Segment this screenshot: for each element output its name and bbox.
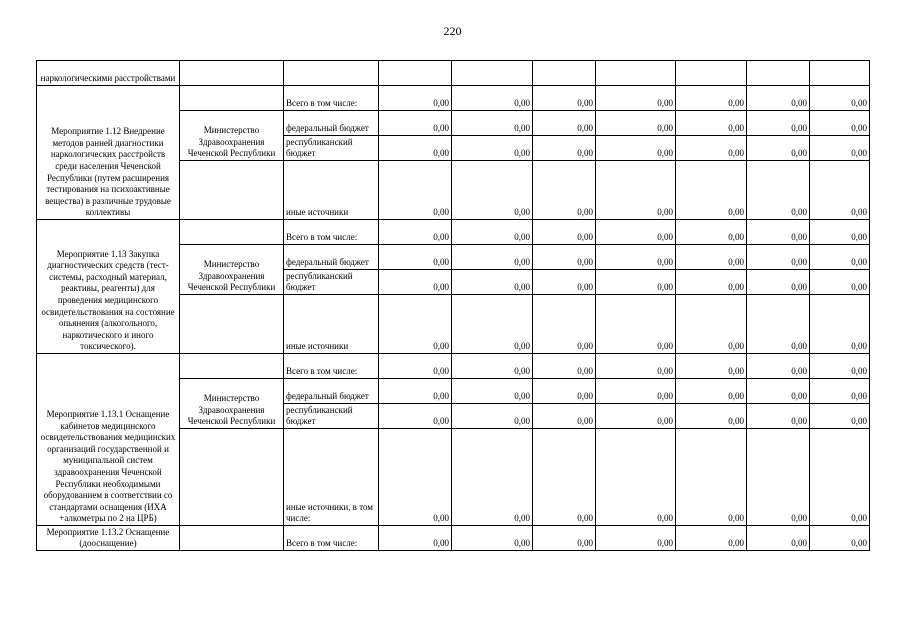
value-cell: 0,00: [676, 354, 747, 379]
value-cell: 0,00: [747, 526, 810, 551]
value-cell: 0,00: [747, 404, 810, 429]
value-cell: 0,00: [596, 86, 676, 111]
value-cell: 0,00: [452, 86, 533, 111]
executor-cell: [180, 61, 284, 86]
executor-cell: [180, 220, 284, 245]
value-cell: 0,00: [379, 526, 452, 551]
executor-cell: [180, 86, 284, 111]
value-cell: 0,00: [596, 270, 676, 295]
value-cell: 0,00: [596, 354, 676, 379]
source-cell: республиканский бюджет: [284, 404, 379, 429]
page-number: 220: [443, 24, 462, 38]
value-cell: 0,00: [379, 86, 452, 111]
value-cell: 0,00: [533, 295, 596, 354]
value-cell: 0,00: [596, 379, 676, 404]
source-cell: иные источники: [284, 161, 379, 220]
value-cell: 0,00: [533, 86, 596, 111]
executor-cell: [180, 526, 284, 551]
value-cell: 0,00: [379, 161, 452, 220]
value-cell: 0,00: [747, 161, 810, 220]
value-cell: 0,00: [379, 111, 452, 136]
value-cell: 0,00: [810, 354, 870, 379]
value-cell: 0,00: [379, 379, 452, 404]
value-cell: 0,00: [533, 245, 596, 270]
activity-cell: наркологическими расстройствами: [37, 61, 180, 86]
value-cell: 0,00: [810, 86, 870, 111]
value-cell: 0,00: [676, 295, 747, 354]
value-cell: 0,00: [810, 161, 870, 220]
source-cell: федеральный бюджет: [284, 111, 379, 136]
value-cell: 0,00: [452, 429, 533, 526]
executor-cell: Министерство Здравоохранения Чеченской Республики: [180, 111, 284, 161]
source-cell: федеральный бюджет: [284, 379, 379, 404]
value-cell: 0,00: [596, 161, 676, 220]
value-cell: 0,00: [810, 136, 870, 161]
value-cell: 0,00: [747, 379, 810, 404]
value-cell: 0,00: [747, 86, 810, 111]
value-cell: 0,00: [452, 404, 533, 429]
value-cell: 0,00: [747, 270, 810, 295]
activity-cell: Мероприятие 1.13.1 Оснащение кабинетов медицинского освидетельствования медицинских организаций государственной и муниципальной систем здравоохранения Чеченской Республики необходимыми оборудованием в соответствии со стандартами оснащения (ИХА +алкометры по 2 на ЦРБ): [37, 354, 180, 526]
source-cell: республиканский бюджет: [284, 270, 379, 295]
executor-cell: [180, 295, 284, 354]
value-cell: 0,00: [452, 136, 533, 161]
value-cell: 0,00: [379, 429, 452, 526]
value-cell: 0,00: [810, 245, 870, 270]
value-cell: 0,00: [810, 429, 870, 526]
value-cell: 0,00: [676, 245, 747, 270]
value-cell: 0,00: [533, 526, 596, 551]
value-cell: 0,00: [676, 270, 747, 295]
value-cell: 0,00: [379, 136, 452, 161]
value-cell: 0,00: [596, 111, 676, 136]
table-row: [37, 86, 870, 111]
value-cell: 0,00: [676, 429, 747, 526]
value-cell: 0,00: [533, 161, 596, 220]
value-cell: 0,00: [676, 111, 747, 136]
value-cell: 0,00: [747, 295, 810, 354]
source-cell: Всего в том числе:: [284, 354, 379, 379]
source-cell: Всего в том числе:: [284, 86, 379, 111]
source-cell: Всего в том числе:: [284, 220, 379, 245]
source-cell: республиканский бюджет: [284, 136, 379, 161]
budget-table-body: [37, 61, 870, 551]
value-cell: 0,00: [596, 429, 676, 526]
value-cell: 0,00: [379, 220, 452, 245]
source-cell: иные источники: [284, 295, 379, 354]
value-cell: 0,00: [379, 354, 452, 379]
source-cell: федеральный бюджет: [284, 245, 379, 270]
value-cell: 0,00: [533, 111, 596, 136]
value-cell: 0,00: [810, 526, 870, 551]
value-cell: 0,00: [596, 526, 676, 551]
value-cell: 0,00: [810, 270, 870, 295]
table-row: [37, 220, 870, 245]
value-cell: 0,00: [452, 379, 533, 404]
table-row: [37, 354, 870, 379]
value-cell: 0,00: [676, 161, 747, 220]
value-cell: 0,00: [810, 220, 870, 245]
value-cell: 0,00: [379, 404, 452, 429]
value-cell: 0,00: [596, 136, 676, 161]
value-cell: 0,00: [533, 136, 596, 161]
activity-cell: Мероприятие 1.13.2 Оснащение (дооснащение): [37, 526, 180, 551]
value-cell: 0,00: [747, 136, 810, 161]
activity-cell: Мероприятие 1.13 Закупка диагностических средств (тест-системы, расходный материал, реактивы, реагенты) для проведения медицинского освидетельствования на состояние опьянения (алкогольного, наркотического и иного токсического).: [37, 220, 180, 354]
value-cell: 0,00: [533, 354, 596, 379]
value-cell: 0,00: [596, 245, 676, 270]
value-cell: 0,00: [676, 220, 747, 245]
value-cell: 0,00: [596, 404, 676, 429]
value-cell: 0,00: [747, 354, 810, 379]
executor-cell: Министерство Здравоохранения Чеченской Республики: [180, 379, 284, 429]
source-cell: иные источники, в том числе:: [284, 429, 379, 526]
value-cell: 0,00: [676, 379, 747, 404]
value-cell: 0,00: [596, 220, 676, 245]
budget-table: [36, 60, 870, 551]
value-cell: 0,00: [747, 429, 810, 526]
value-cell: 0,00: [747, 220, 810, 245]
value-cell: 0,00: [452, 245, 533, 270]
source-cell: Всего в том числе:: [284, 526, 379, 551]
value-cell: 0,00: [452, 354, 533, 379]
value-cell: 0,00: [452, 270, 533, 295]
table-row: [37, 61, 870, 86]
value-cell: 0,00: [379, 245, 452, 270]
activity-cell: Мероприятие 1.12 Внедрение методов ранней диагностики наркологических расстройств среди населения Чеченской Республики (путем расширения тестирования на психоактивные вещества) в различные трудовые коллективы: [37, 86, 180, 220]
value-cell: 0,00: [452, 295, 533, 354]
value-cell: 0,00: [533, 270, 596, 295]
value-cell: 0,00: [747, 111, 810, 136]
value-cell: 0,00: [676, 136, 747, 161]
value-cell: 0,00: [810, 111, 870, 136]
value-cell: 0,00: [676, 86, 747, 111]
value-cell: 0,00: [533, 379, 596, 404]
value-cell: 0,00: [810, 404, 870, 429]
table-row: [37, 526, 870, 551]
value-cell: 0,00: [533, 220, 596, 245]
value-cell: 0,00: [379, 270, 452, 295]
value-cell: 0,00: [676, 526, 747, 551]
value-cell: 0,00: [379, 295, 452, 354]
value-cell: 0,00: [810, 379, 870, 404]
executor-cell: [180, 354, 284, 379]
source-cell: [284, 61, 379, 86]
value-cell: 0,00: [533, 404, 596, 429]
value-cell: 0,00: [676, 404, 747, 429]
executor-cell: [180, 429, 284, 526]
value-cell: 0,00: [452, 220, 533, 245]
value-cell: 0,00: [452, 161, 533, 220]
value-cell: 0,00: [452, 111, 533, 136]
value-cell: 0,00: [533, 429, 596, 526]
value-cell: 0,00: [810, 295, 870, 354]
executor-cell: [180, 161, 284, 220]
value-cell: 0,00: [596, 295, 676, 354]
executor-cell: Министерство Здравоохранения Чеченской Республики: [180, 245, 284, 295]
value-cell: 0,00: [747, 245, 810, 270]
value-cell: 0,00: [452, 526, 533, 551]
